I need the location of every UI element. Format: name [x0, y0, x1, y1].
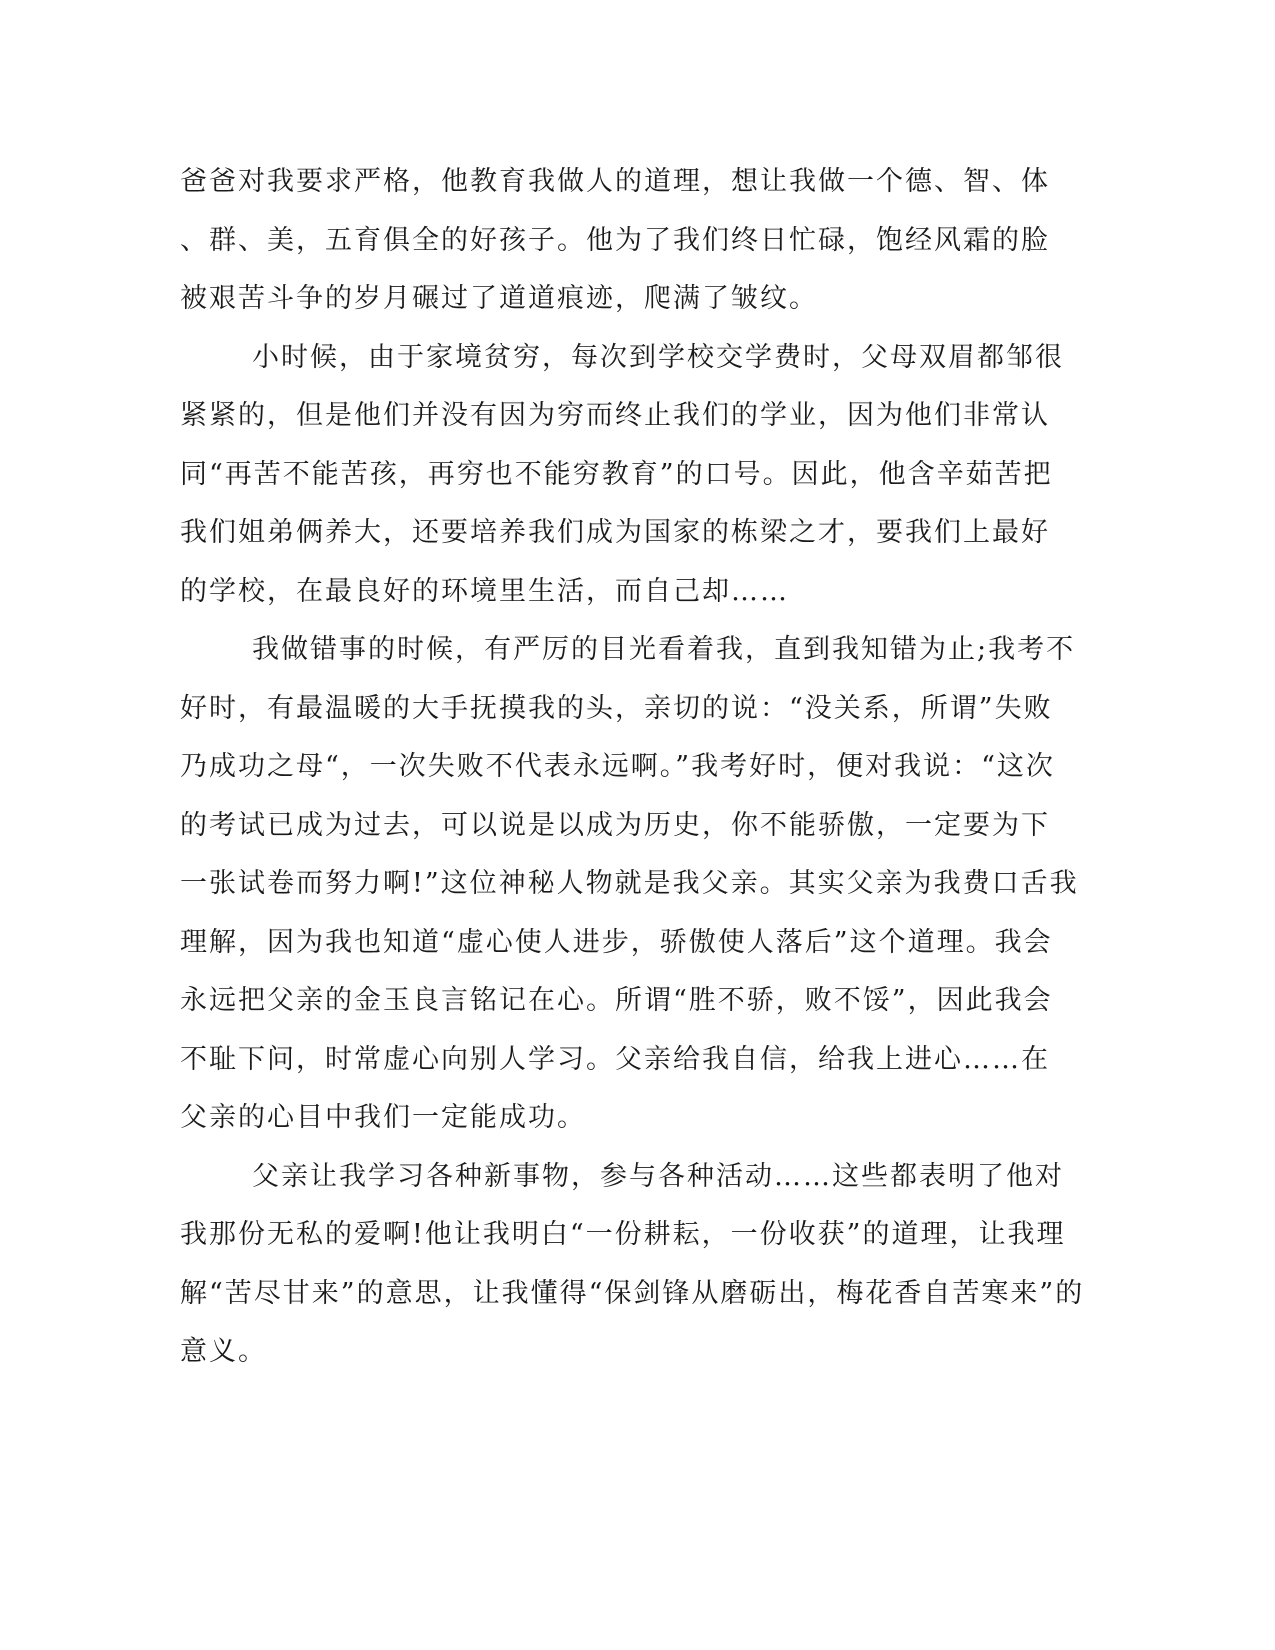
document-body: [180, 153, 1085, 1382]
text-line: 、群、美，五育俱全的好孩子。他为了我们终日忙碌，饱经风霜的脸: [180, 224, 1050, 256]
text-line: 的学校，在最良好的环境里生活，而自己却……: [180, 575, 789, 607]
text-line: 的考试已成为过去，可以说是以成为历史，你不能骄傲，一定要为下: [180, 809, 1050, 841]
text-line: 理解，因为我也知道“虚心使人进步，骄傲使人落后”这个道理。我会: [180, 926, 1053, 958]
text-line: 同“再苦不能苦孩，再穷也不能穷教育”的口号。因此，他含辛茹苦把: [180, 458, 1053, 490]
text-line: 被艰苦斗争的岁月碾过了道道痕迹，爬满了皱纹。: [180, 283, 818, 314]
text-line: 我那份无私的爱啊!他让我明白“一份耕耘，一份收获”的道理，让我理: [180, 1219, 1066, 1250]
text-line: 不耻下问，时常虚心向别人学习。父亲给我自信，给我上进心……在: [180, 1043, 1050, 1075]
text-line: 乃成功之母“，一次失败不代表永远啊。”我考好时，便对我说：“这次: [180, 751, 1055, 782]
paragraph-first-line: 小时候，由于家境贫穷，每次到学校交学费时，父母双眉都邹很: [252, 341, 1064, 373]
text-line: 意义。: [180, 1336, 267, 1367]
text-line: 父亲的心目中我们一定能成功。: [180, 1102, 586, 1133]
text-line: 好时，有最温暖的大手抚摸我的头，亲切的说：“没关系，所谓”失败: [180, 692, 1053, 724]
text-line: 我们姐弟俩养大，还要培养我们成为国家的栋梁之才，要我们上最好: [180, 517, 1050, 548]
paragraph-first-line: 我做错事的时候，有严厉的目光看着我，直到我知错为止;我考不: [252, 634, 1076, 665]
paragraph-first-line: 父亲让我学习各种新事物，参与各种活动……这些都表明了他对: [252, 1160, 1064, 1192]
text-line: 爸爸对我要求严格，他教育我做人的道理，想让我做一个德、智、体: [180, 166, 1050, 197]
text-line: 永远把父亲的金玉良言铭记在心。所谓“胜不骄，败不馁”，因此我会: [180, 985, 1053, 1016]
text-line: 一张试卷而努力啊!”这位神秘人物就是我父亲。其实父亲为我费口舌我: [180, 868, 1079, 899]
text-line: 紧紧的，但是他们并没有因为穷而终止我们的学业，因为他们非常认: [180, 400, 1050, 431]
text-line: 解“苦尽甘来”的意思，让我懂得“保剑锋从磨砺出，梅花香自苦寒来”的: [180, 1277, 1085, 1309]
